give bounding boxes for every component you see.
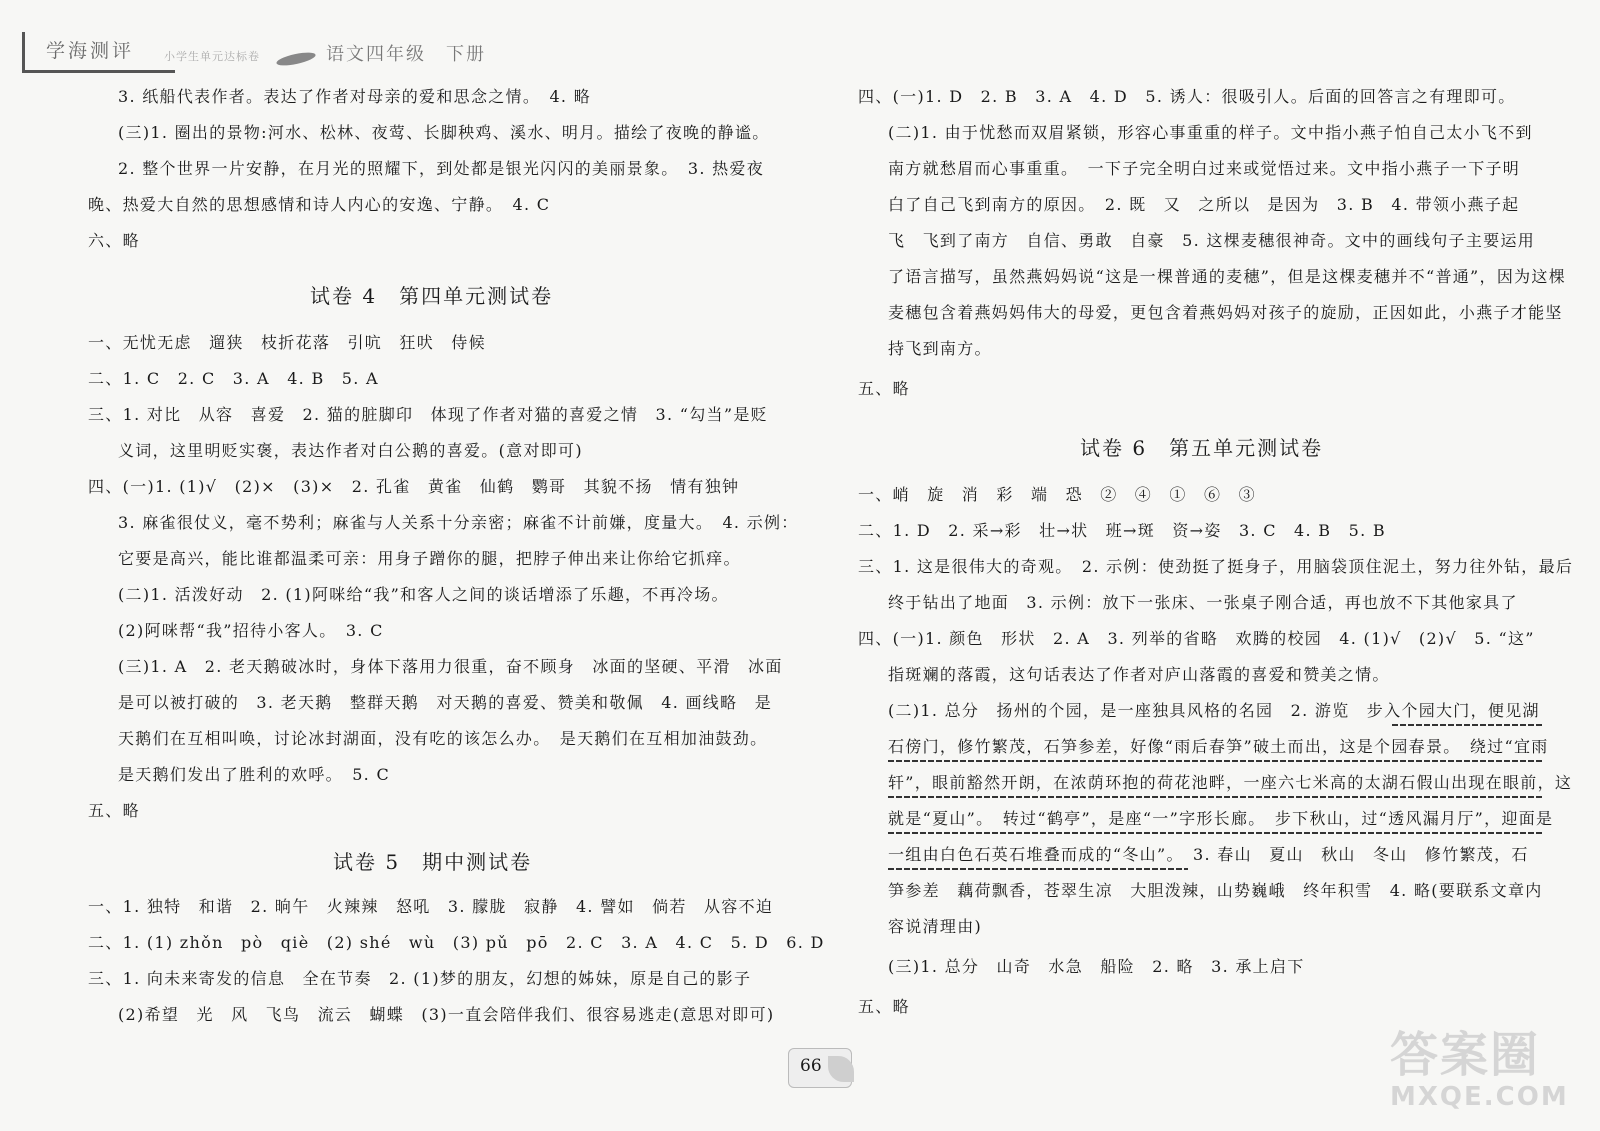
answer-line: 一、1. 独特 和谐 2. 晌午 火辣辣 怒吼 3. 朦胧 寂静 4. 譬如 倘若 从容不迫 (88, 897, 774, 916)
test5-title: 试卷 5 期中测试卷 (333, 850, 533, 874)
answer-line: 一、无忧无虑 遛狭 枝折花落 引吭 狂吠 侍候 (88, 333, 486, 352)
answer-line: (三)1. A 2. 老天鹅破冰时，身体下落用力很重，奋不顾身 冰面的坚硬、平滑 冰面 (118, 657, 783, 676)
answer-line: (三)1. 总分 山奇 水急 船险 2. 略 3. 承上启下 (888, 957, 1305, 976)
answer-line: 四、(一)1. D 2. B 3. A 4. D 5. 诱人：很吸引人。后面的回答言之有理即可。 (858, 87, 1516, 106)
underline-mark (888, 868, 1188, 870)
answer-line: 一、峭 旋 消 彩 端 恐 ② ④ ① ⑥ ③ (858, 485, 1256, 504)
watermark-logo: 答案圈 (1390, 1027, 1541, 1083)
answer-line: 五、略 (858, 997, 910, 1016)
answer-line: 石傍门，修竹繁茂，石笋参差，好像“雨后春笋”破土而出，这是个园春景。 绕过“宜雨 (888, 737, 1549, 756)
answer-line: 轩”，眼前豁然开朗，在浓荫环抱的荷花池畔，一座六七米高的太湖石假山出现在眼前，这 (888, 773, 1573, 792)
answer-line: 3. 纸船代表作者。表达了作者对母亲的爱和思念之情。 4. 略 (118, 87, 592, 106)
answer-line: 二、1. D 2. 采→彩 壮→状 班→斑 资→姿 3. C 4. B 5. B (858, 521, 1386, 540)
answer-line: 持飞到南方。 (888, 339, 992, 358)
answer-line: 是天鹅们发出了胜利的欢呼。 5. C (118, 765, 390, 784)
test4-title: 试卷 4 第四单元测试卷 (310, 284, 554, 308)
answer-line: 五、略 (88, 801, 140, 820)
answer-line: 白了自己飞到南方的原因。 2. 既 又 之所以 是因为 3. B 4. 带领小燕子起 (888, 195, 1520, 214)
answer-line: 三、1. 对比 从容 喜爱 2. 猫的脏脚印 体现了作者对猫的喜爱之情 3. “勾当”是贬 (88, 405, 768, 424)
page-header (14, 18, 534, 74)
test6-title: 试卷 6 第五单元测试卷 (1080, 436, 1324, 460)
answer-line: 三、1. 向未来寄发的信息 全在节奏 2. (1)梦的朋友，幻想的姊妹，原是自己的影子 (88, 969, 752, 988)
series-subtitle: 小学生单元达标卷 (164, 50, 260, 63)
answer-line: (二)1. 总分 扬州的个园，是一座独具风格的名园 2. 游览 步入个园大门，便见湖 (888, 701, 1540, 720)
underline-mark (888, 760, 1542, 762)
answer-line: 三、1. 这是很伟大的奇观。 2. 示例：使劲挺了挺身子，用脑袋顶住泥土，努力往外钻，最后 (858, 557, 1574, 576)
answer-line: 一组由白色石英石堆叠而成的“冬山”。 3. 春山 夏山 秋山 冬山 修竹繁茂，石 (888, 845, 1529, 864)
answer-line: (三)1. 圈出的景物:河水、松林、夜莺、长脚秧鸡、溪水、明月。描绘了夜晚的静谧。 (118, 123, 770, 142)
answer-line: (2)阿咪帮“我”招待小客人。 3. C (118, 621, 384, 640)
answer-line: 是可以被打破的 3. 老天鹅 整群天鹅 对天鹅的喜爱、赞美和敬佩 4. 画线略 是 (118, 693, 773, 712)
answer-line: 麦穗包含着燕妈妈伟大的母爱，更包含着燕妈妈对孩子的旋励，正因如此，小燕子才能坚 (888, 303, 1563, 322)
answer-line: (2)希望 光 风 飞鸟 流云 蝴蝶 (3)一直会陪伴我们、很容易逃走(意思对即可) (118, 1005, 775, 1024)
page-number: 66 (800, 1056, 822, 1076)
answer-line: 晚、热爱大自然的思想感情和诗人内心的安逸、宁静。 4. C (88, 195, 551, 214)
underline-mark (888, 796, 1542, 798)
answer-line: 容说清理由) (888, 917, 983, 936)
answer-line: 四、(一)1. 颜色 形状 2. A 3. 列举的省略 欢腾的校园 4. (1)√ (2)√ 5. “这” (858, 629, 1535, 648)
answer-line: 二、1. (1) zhǒn pò qiè (2) shé wù (3) pǔ pō 2. C 3. A 4. C 5. D 6. D (88, 933, 825, 952)
page-number-badge (788, 1048, 850, 1086)
watermark-domain: MXQE.COM (1390, 1082, 1569, 1112)
leaf-icon (275, 50, 316, 68)
answer-line: (二)1. 活泼好动 2. (1)阿咪给“我”和客人之间的谈话增添了乐趣，不再冷场。 (118, 585, 729, 604)
answer-line: (二)1. 由于忧愁而双眉紧锁，形容心事重重的样子。文中指小燕子怕自己太小飞不到 (888, 123, 1533, 142)
answer-line: 天鹅们在互相叫唤，讨论冰封湖面，没有吃的该怎么办。 是天鹅们在互相加油鼓劲。 (118, 729, 768, 748)
underline-mark (1392, 724, 1542, 726)
answer-line: 笋参差 藕荷飘香，苍翠生凉 大胆泼辣，山势巍峨 终年积雪 4. 略(要联系文章内 (888, 881, 1543, 900)
answer-line: 南方就愁眉而心事重重。 一下子完全明白过来或觉悟过来。文中指小燕子一下子明 (888, 159, 1521, 178)
answer-line: 就是“夏山”。 转过“鹤亭”，是座“一”字形长廊。 步下秋山，过“透风漏月厅”，迎面是 (888, 809, 1554, 828)
answer-line: 终于钻出了地面 3. 示例：放下一张床、一张桌子刚合适，再也放不下其他家具了 (888, 593, 1518, 612)
answer-line: 3. 麻雀很仗义，毫不势利；麻雀与人关系十分亲密；麻雀不计前嫌，度量大。 4. 示例： (118, 513, 799, 532)
answer-line: 飞 飞到了南方 自信、勇敢 自豪 5. 这棵麦穗很神奇。文中的画线句子主要运用 (888, 231, 1536, 250)
answer-line: 了语言描写，虽然燕妈妈说“这是一棵普通的麦穗”，但是这棵麦穗并不“普通”，因为这棵 (888, 267, 1567, 286)
answer-line: 2. 整个世界一片安静，在月光的照耀下，到处都是银光闪闪的美丽景象。 3. 热爱夜 (118, 159, 765, 178)
underline-mark (888, 832, 1542, 834)
answer-line: 指斑斓的落霞，这句话表达了作者对庐山落霞的喜爱和赞美之情。 (888, 665, 1390, 684)
subject-label: 语文四年级 下册 (326, 44, 486, 65)
answer-line: 五、略 (858, 379, 910, 398)
watermark (1380, 1016, 1580, 1116)
answer-line: 四、(一)1. (1)√ (2)× (3)× 2. 孔雀 黄雀 仙鹤 鹦哥 其貌不扬 情有独钟 (88, 477, 740, 496)
answer-line: 六、略 (88, 231, 140, 250)
answer-line: 它要是高兴，能比谁都温柔可亲：用身子蹭你的腿，把脖子伸出来让你给它抓痒。 (118, 549, 741, 568)
answer-line: 二、1. C 2. C 3. A 4. B 5. A (88, 369, 379, 388)
answer-line: 义词，这里明贬实褒，表达作者对白公鹅的喜爱。(意对即可) (118, 441, 583, 460)
series-logo: 学海测评 (46, 40, 135, 62)
